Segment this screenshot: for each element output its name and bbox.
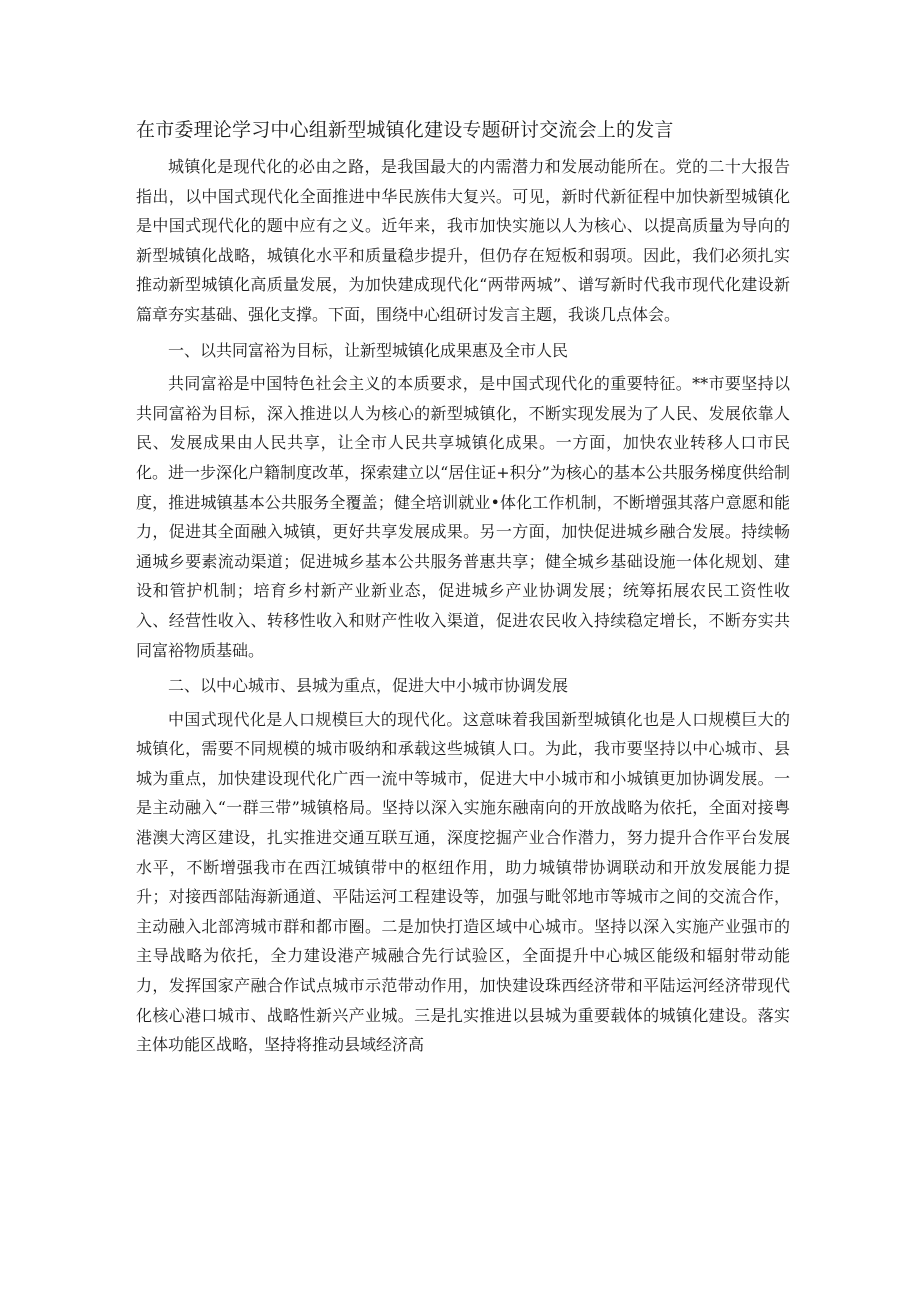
document-body bbox=[136, 152, 790, 1060]
section-body-1: 共同富裕是中国特色社会主义的本质要求，是中国式现代化的重要特征。**市要坚持以共同富裕为目标，深入推进以人为核心的新型城镇化，不断实现发展为了人民、发展依靠人民、发展成果由人民共享，让全市人民共享城镇化成果。一方面，加快农业转移人口市民化。进一步深化户籍制度改革，探索建立以“居住证+积分”为核心的基本公共服务梯度供给制度，推进城镇基本公共服务全覆盖；健全培训就业•体化工作机制，不断增强其落户意愿和能力，促进其全面融入城镇，更好共享发展成果。另一方面，加快促进城乡融合发展。持续畅通城乡要素流动渠道；促进城乡基本公共服务普惠共享；健全城乡基础设施一体化规划、建设和管护机制；培育乡村新产业新业态，促进城乡产业协调发展；统筹拓展农民工资性收入、经营性收入、转移性收入和财产性收入渠道，促进农民收入持续稳定增长，不断夯实共同富裕物质基础。 bbox=[136, 374, 790, 660]
intro-paragraph: 城镇化是现代化的必由之路，是我国最大的内需潜力和发展动能所在。党的二十大报告指出，以中国式现代化全面推进中华民族伟大复兴。可见，新时代新征程中加快新型城镇化是中国式现代化的题中应有之义。近年来，我市加快实施以人为核心、以提高质量为导向的新型城镇化战略，城镇化水平和质量稳步提升，但仍存在短板和弱项。因此，我们必须扎实推动新型城镇化高质量发展，为加快建成现代化“两带两城”、谱写新时代我市现代化建设新篇章夯实基础、强化支撑。下面，围绕中心组研讨发言主题，我谈几点体会。 bbox=[136, 157, 790, 324]
section-heading-2: 二、以中心城市、县城为重点，促进大中小城市协调发展 bbox=[168, 676, 569, 696]
document-title: 在市委理论学习中心组新型城镇化建设专题研讨交流会上的发言 bbox=[136, 119, 674, 141]
section-heading-1: 一、以共同富裕为目标，让新型城镇化成果惠及全市人民 bbox=[168, 340, 569, 360]
section-body-2: 中国式现代化是人口规模巨大的现代化。这意味着我国新型城镇化也是人口规模巨大的城镇化，需要不同规模的城市吸纳和承载这些城镇人口。为此，我市要坚持以中心城市、县城为重点，加快建设现代化广西一流中等城市，促进大中小城市和小城镇更加协调发展。一是主动融入“一群三带”城镇格局。坚持以深入实施东融南向的开放战略为依托，全面对接粤港澳大湾区建设，扎实推进交通互联互通，深度挖掘产业合作潜力，努力提升合作平台发展水平，不断增强我市在西江城镇带中的枢纽作用，助力城镇带协调联动和开放发展能力提升；对接西部陆海新通道、平陆运河工程建设等，加强与毗邻地市等城市之间的交流合作，主动融入北部湾城市群和都市圈。二是加快打造区域中心城市。坚持以深入实施产业强市的主导战略为依托，全力建设港产城融合先行试验区，全面提升中心城区能级和辐射带动能力，发挥国家产融合作试点城市示范带动作用，加快建设珠西经济带和平陆运河经济带现代化核心港口城市、战略性新兴产业城。三是扎实推进以县城为重要载体的城镇化建设。落实主体功能区战略，坚持将推动县域经济高 bbox=[136, 709, 790, 1055]
